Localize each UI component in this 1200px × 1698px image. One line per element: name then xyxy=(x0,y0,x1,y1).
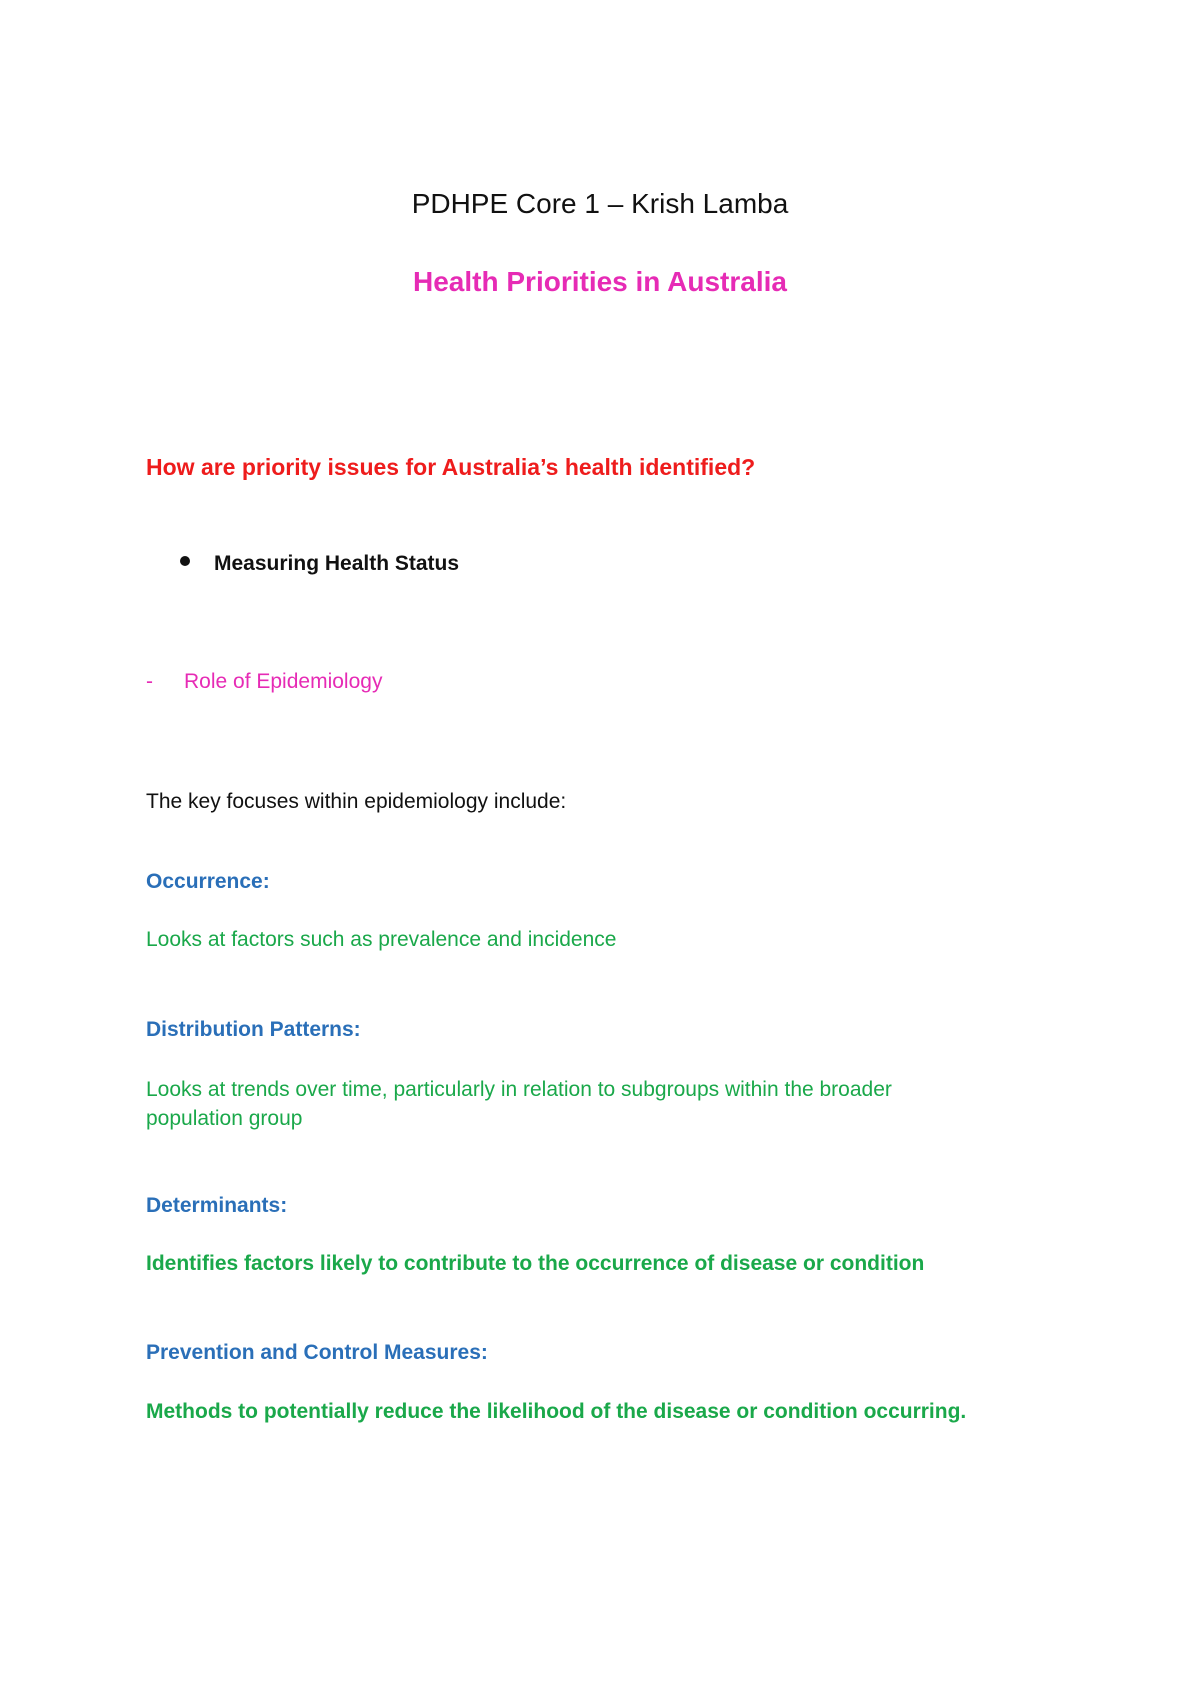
section-question: How are priority issues for Australia’s health identified? xyxy=(146,454,756,480)
section-body-distribution: Looks at trends over time, particularly in relation to subgroups within the broader population group xyxy=(146,1078,892,1130)
dash-marker: - xyxy=(146,670,153,693)
document-subtitle: Health Priorities in Australia xyxy=(413,266,787,297)
bullet-item xyxy=(180,552,459,576)
section-body-occurrence: Looks at factors such as prevalence and incidence xyxy=(146,928,617,951)
document-title: PDHPE Core 1 – Krish Lamba xyxy=(411,188,789,219)
dash-item xyxy=(146,670,382,694)
dash-label: Role of Epidemiology xyxy=(184,670,383,693)
section-heading-occurrence: Occurrence: xyxy=(146,870,270,893)
section-heading-determinants: Determinants: xyxy=(146,1194,288,1217)
section-heading-prevention: Prevention and Control Measures: xyxy=(146,1341,488,1364)
intro-text: The key focuses within epidemiology include: xyxy=(146,790,567,813)
section-body-prevention: Methods to potentially reduce the likelihood of the disease or condition occurring. xyxy=(146,1400,967,1423)
bullet-label: Measuring Health Status xyxy=(214,552,460,575)
section-body-determinants: Identifies factors likely to contribute to the occurrence of disease or condition xyxy=(146,1252,925,1275)
section-heading-distribution: Distribution Patterns: xyxy=(146,1018,361,1041)
bullet-icon xyxy=(180,556,190,566)
